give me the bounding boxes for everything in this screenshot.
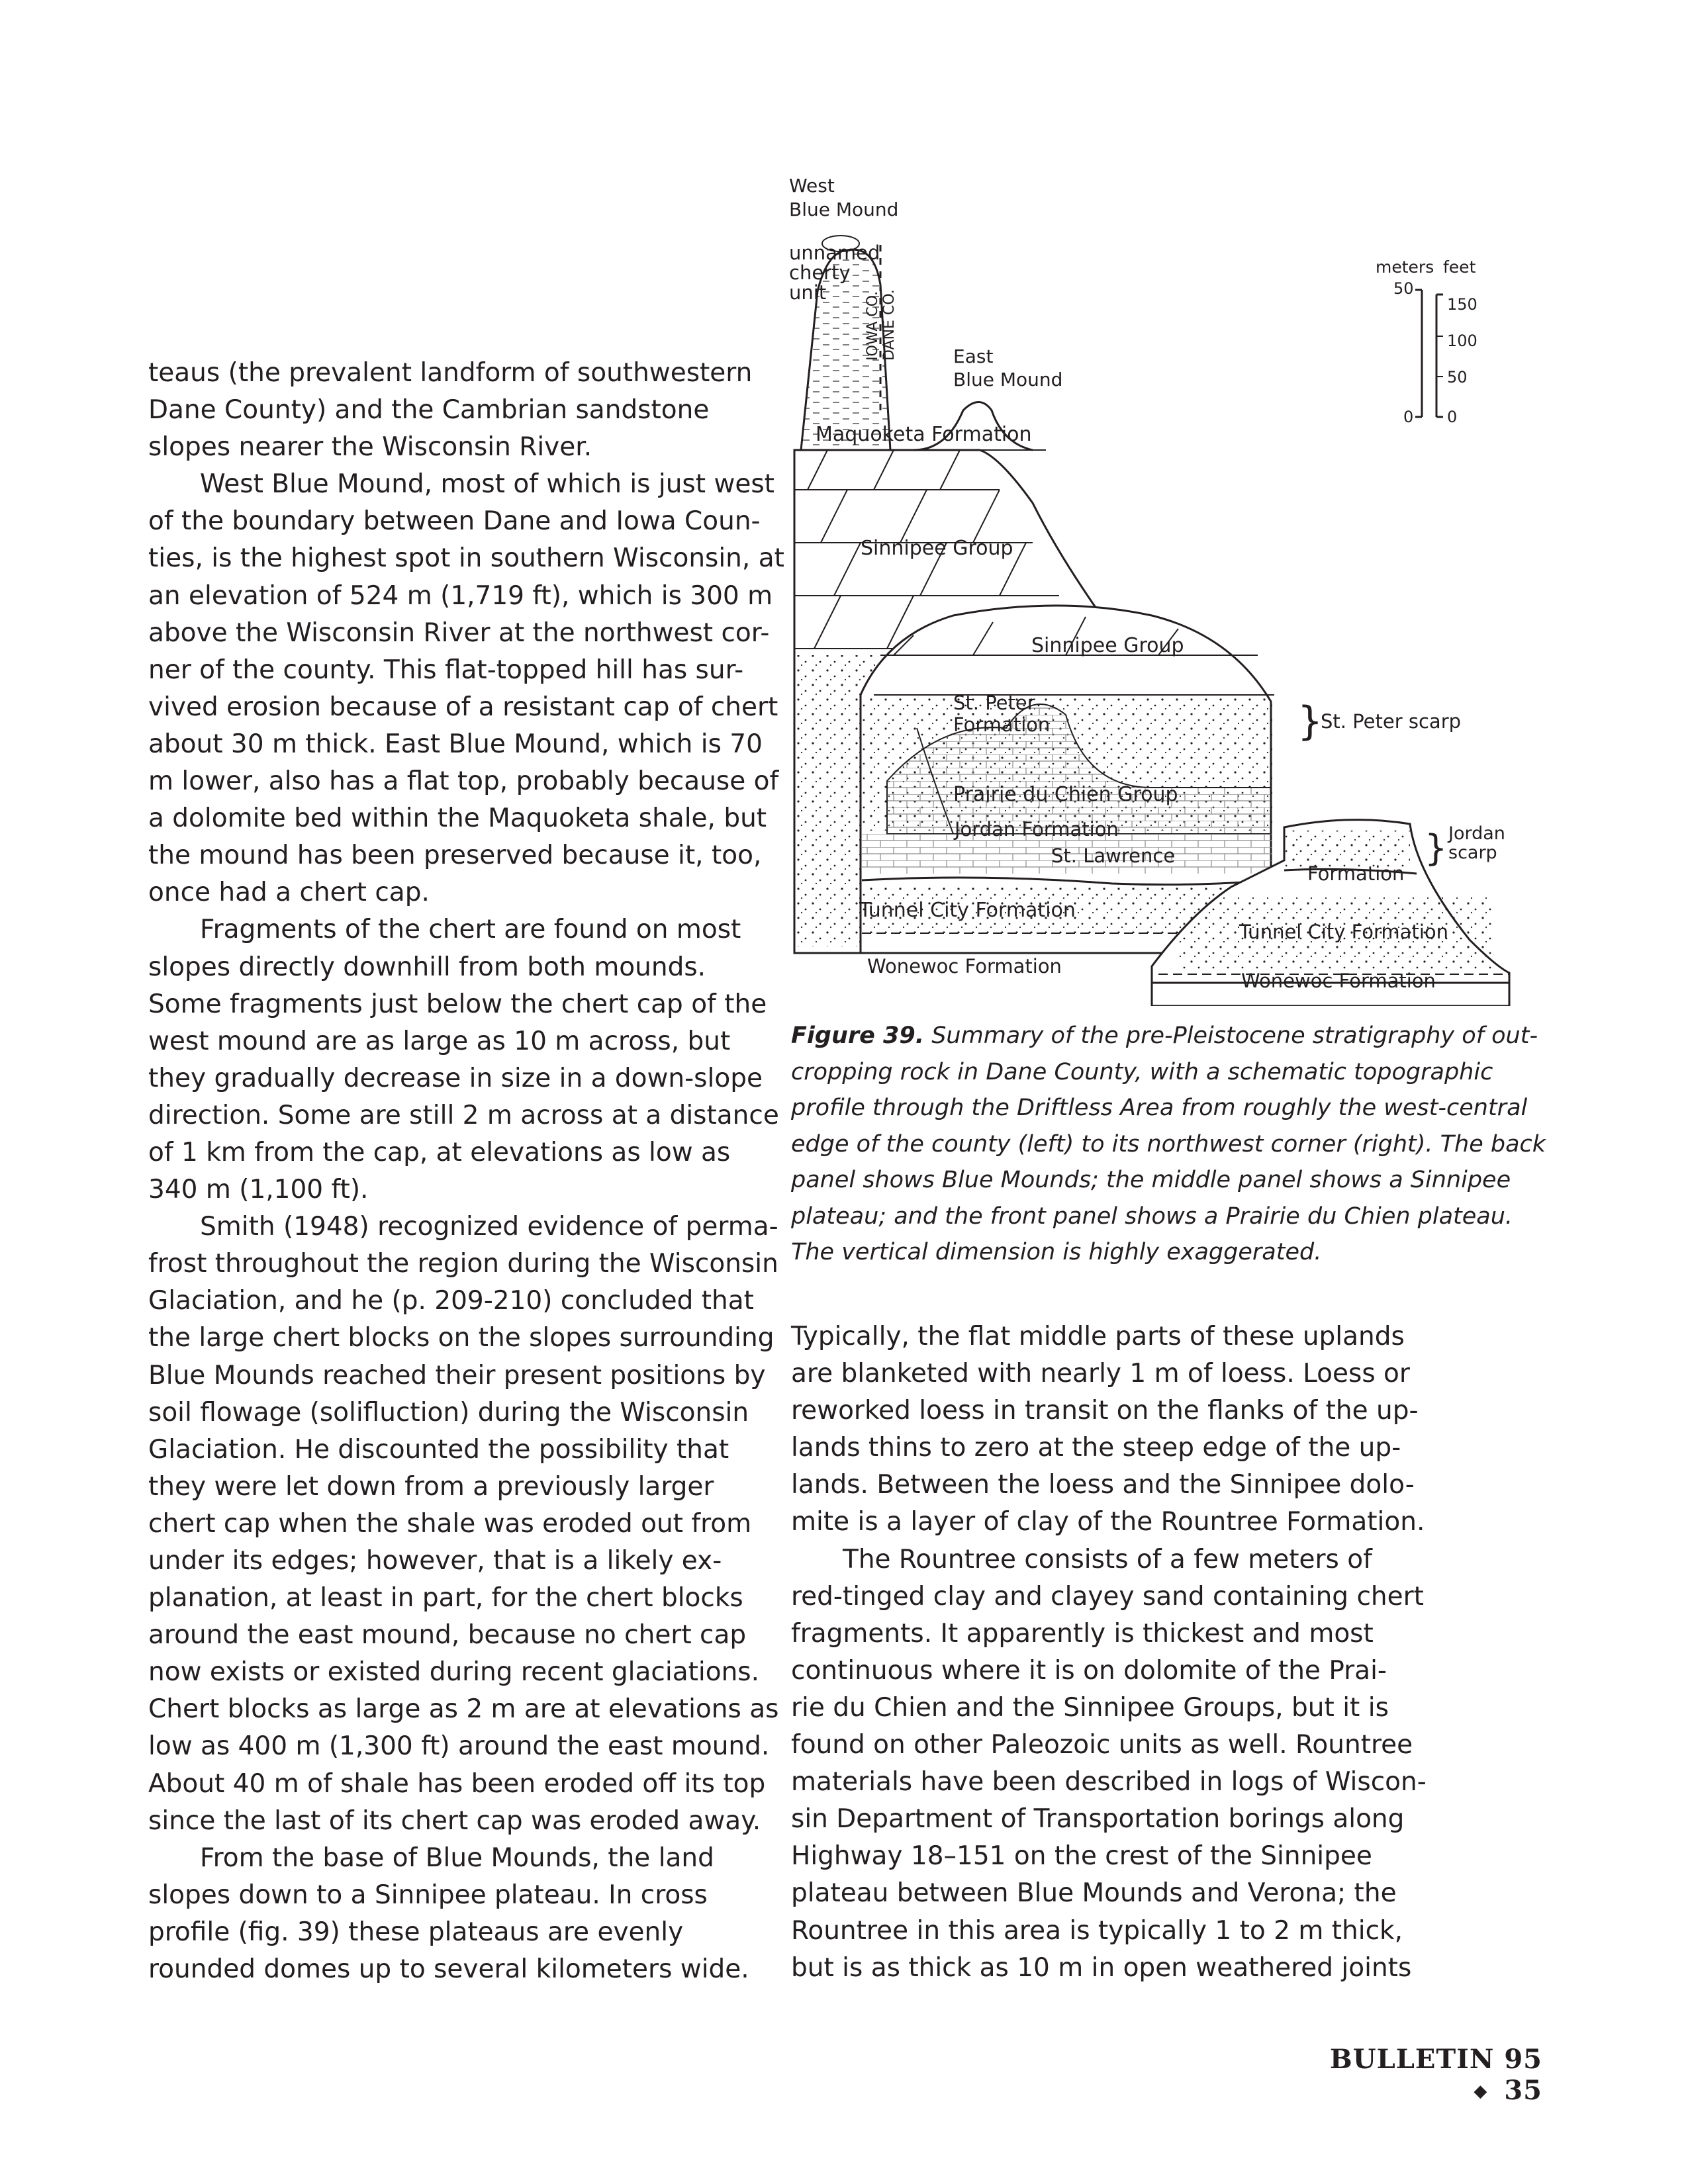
paragraph — [148, 911, 779, 1208]
brace-icon: } — [1297, 698, 1323, 745]
text-line: continuous where it is on dolomite of the Prai- — [791, 1655, 1387, 1686]
figure-39 — [781, 172, 1556, 1006]
text-line: The Rountree consists of a few meters of — [843, 1544, 1372, 1574]
scale-ft-100: 100 — [1447, 332, 1477, 350]
text-line: chert cap when the shale was eroded out from — [148, 1508, 752, 1539]
text-line: around the east mound, because no chert cap — [148, 1620, 747, 1651]
scale-ft-150: 150 — [1447, 295, 1477, 314]
text-line: Blue Mounds reached their present positions by — [148, 1360, 766, 1390]
text-line: the mound has been preserved because it, too, — [148, 841, 762, 871]
text-line: m lower, also has a flat top, probably because of — [148, 766, 779, 797]
label-wonewoc-front: Wonewoc Formation — [1241, 970, 1436, 992]
text-line: once had a chert cap. — [148, 878, 430, 908]
text-line: lands thins to zero at the steep edge of the up- — [791, 1433, 1401, 1463]
caption-line: profile through the Driftless Area from roughly the west-central — [791, 1095, 1528, 1121]
paragraph — [148, 355, 753, 466]
text-line: lands. Between the loess and the Sinnipee dolo- — [791, 1470, 1415, 1500]
text-line: Fragments of the chert are found on most — [200, 915, 741, 945]
text-line: plateau between Blue Mounds and Verona; the — [791, 1878, 1397, 1909]
text-line: slopes down to a Sinnipee plateau. In cross — [148, 1880, 708, 1910]
series-name: BULLETIN — [1329, 2044, 1495, 2075]
text-line: materials have been described in logs of Wiscon- — [791, 1767, 1427, 1797]
label-jordan-scarp-1: Jordan — [1448, 823, 1505, 844]
label-unnamed-1: unnamed — [789, 242, 880, 264]
text-line: low as 400 m (1,300 ft) around the east mound. — [148, 1731, 770, 1762]
text-line: since the last of its chert cap was eroded away. — [148, 1805, 761, 1836]
text-line: soil flowage (solifluction) during the Wisconsin — [148, 1397, 749, 1428]
caption-line: cropping rock in Dane County, with a schematic topographic — [791, 1058, 1493, 1085]
right-column — [791, 1318, 1427, 1987]
text-line: ner of the county. This flat-topped hill has sur- — [148, 655, 744, 685]
scale-feet-label: feet — [1443, 257, 1476, 277]
label-jordan-scarp-2: scarp — [1448, 842, 1497, 863]
paragraph — [148, 1208, 779, 1840]
text-line: a dolomite bed within the Maquoketa shale, but — [148, 803, 767, 834]
page-number: 35 — [1504, 2075, 1542, 2106]
label-unnamed-2: cherty — [789, 261, 851, 284]
label-st-peter-scarp: St. Peter scarp — [1321, 710, 1462, 733]
text-line: west mound are as large as 10 m across, but — [148, 1026, 731, 1056]
paragraph — [791, 1541, 1427, 1987]
text-line: red-tinged clay and clayey sand containing chert — [791, 1581, 1424, 1612]
label-west-mound-2: Blue Mound — [789, 199, 899, 220]
text-line: Rountree in this area is typically 1 to 2 m thick, — [791, 1915, 1403, 1946]
text-line: vived erosion because of a resistant cap of chert — [148, 692, 778, 722]
label-sinnipee-mid: Sinnipee Group — [1031, 634, 1184, 657]
text-line: teaus (the prevalent landform of southwestern — [148, 358, 753, 388]
text-line: fragments. It apparently is thickest and most — [791, 1618, 1374, 1649]
caption-line: panel shows Blue Mounds; the middle panel shows a Sinnipee — [791, 1167, 1511, 1193]
text-line: sin Department of Transportation borings along — [791, 1804, 1405, 1835]
label-unnamed-3: unit — [789, 281, 827, 304]
paragraph — [148, 1840, 749, 1988]
text-line: Chert blocks as large as 2 m are at elevations as — [148, 1694, 779, 1725]
text-line: mite is a layer of clay of the Rountree Formation. — [791, 1507, 1425, 1537]
text-line: slopes nearer the Wisconsin River. — [148, 432, 592, 463]
text-line: Highway 18–151 on the crest of the Sinnipee — [791, 1841, 1372, 1872]
text-line: rounded domes up to several kilometers wide. — [148, 1954, 749, 1985]
text-line: they were let down from a previously larger — [148, 1471, 714, 1502]
scale-ft-50: 50 — [1447, 368, 1468, 387]
text-line: above the Wisconsin River at the northwest cor- — [148, 617, 770, 648]
text-line: West Blue Mound, most of which is just west — [200, 469, 774, 500]
text-line: About 40 m of shale has been eroded off its top — [148, 1768, 766, 1799]
stratigraphy-diagram — [781, 172, 1556, 1006]
caption-label: Figure 39. — [791, 1023, 925, 1049]
text-line: From the base of Blue Mounds, the land — [200, 1843, 714, 1873]
text-line: reworked loess in transit on the flanks of the up- — [791, 1396, 1419, 1426]
caption-line: edge of the county (left) to its northwest corner (right). The back — [791, 1130, 1546, 1158]
text-line: found on other Paleozoic units as well. Rountree — [791, 1730, 1413, 1760]
text-line: Some fragments just below the chert cap of the — [148, 989, 767, 1019]
paragraph — [148, 466, 784, 911]
text-line: but is as thick as 10 m in open weathered joints — [791, 1952, 1412, 1983]
scale-m-50: 50 — [1393, 279, 1414, 298]
scale-ft-0: 0 — [1447, 408, 1458, 426]
caption-text: Summary of the pre-Pleistocene stratigraphy of out- — [931, 1023, 1538, 1049]
page-footer — [1324, 2044, 1542, 2106]
text-line: of the boundary between Dane and Iowa Coun- — [148, 506, 761, 537]
text-line: 340 m (1,100 ft). — [148, 1175, 369, 1205]
label-iowa-co: IOWA CO. — [865, 291, 881, 361]
text-line: about 30 m thick. East Blue Mound, which is 70 — [148, 729, 763, 759]
text-line: an elevation of 524 m (1,719 ft), which is 300 m — [148, 580, 773, 611]
label-sinnipee-back: Sinnipee Group — [861, 537, 1013, 560]
caption-line: plateau; and the front panel shows a Prairie du Chien plateau. — [791, 1203, 1513, 1230]
text-line: the large chert blocks on the slopes surrounding — [148, 1323, 774, 1353]
bulletin-number: 95 — [1504, 2044, 1542, 2075]
text-line: of 1 km from the cap, at elevations as low as — [148, 1137, 731, 1167]
scale-bar — [1415, 290, 1443, 417]
label-formation-front: Formation — [1307, 862, 1405, 885]
label-st-peter-1: St. Peter — [953, 692, 1035, 714]
diamond-icon: ◆ — [1474, 2081, 1488, 2101]
text-line: rie du Chien and the Sinnipee Groups, but it is — [791, 1692, 1389, 1723]
text-line: are blanketed with nearly 1 m of loess. Loess or — [791, 1359, 1410, 1389]
label-dane-co: DANE CO. — [881, 289, 898, 361]
label-st-lawrence: St. Lawrence — [1051, 844, 1176, 867]
label-jordan: Jordan Formation — [955, 818, 1119, 841]
scale-m-0: 0 — [1403, 408, 1414, 426]
label-east-mound-2: Blue Mound — [953, 369, 1063, 390]
label-tunnel-front: Tunnel City Formation — [1239, 921, 1448, 943]
label-tunnel-back: Tunnel City Formation — [859, 899, 1076, 922]
text-line: profile (fig. 39) these plateaus are evenly — [148, 1917, 684, 1947]
text-line: direction. Some are still 2 m across at a distance — [148, 1100, 779, 1130]
paragraph — [791, 1318, 1425, 1541]
label-maquoketa: Maquoketa Formation — [816, 423, 1032, 446]
label-prairie: Prairie du Chien Group — [953, 783, 1178, 806]
text-line: Glaciation, and he (p. 209-210) concluded that — [148, 1286, 754, 1316]
text-line: ties, is the highest spot in southern Wisconsin, at — [148, 543, 784, 574]
label-st-peter-2: Formation — [953, 713, 1051, 736]
brace-icon: } — [1425, 827, 1448, 869]
caption-line: The vertical dimension is highly exaggerated. — [791, 1239, 1322, 1265]
text-line: Typically, the flat middle parts of these uplands — [791, 1322, 1405, 1351]
text-line: they gradually decrease in size in a down-slope — [148, 1063, 763, 1093]
left-column — [148, 355, 784, 1988]
figure-caption — [791, 1018, 1546, 1271]
label-west-mound-1: West — [789, 175, 835, 197]
text-line: frost throughout the region during the Wisconsin — [148, 1249, 778, 1279]
text-line: now exists or existed during recent glaciations. — [148, 1657, 760, 1688]
caption-line — [791, 1018, 1538, 1054]
text-line: Glaciation. He discounted the possibility that — [148, 1434, 729, 1465]
label-east-mound-1: East — [953, 345, 994, 367]
scale-meters-label: meters — [1376, 257, 1434, 277]
label-wonewoc-back: Wonewoc Formation — [867, 955, 1062, 978]
text-line: Dane County) and the Cambrian sandstone — [148, 395, 710, 426]
text-line: Smith (1948) recognized evidence of perma- — [200, 1212, 778, 1242]
text-line: planation, at least in part, for the chert blocks — [148, 1583, 743, 1614]
text-line: slopes directly downhill from both mounds. — [148, 952, 706, 982]
text-line: under its edges; however, that is a likely ex- — [148, 1546, 722, 1576]
